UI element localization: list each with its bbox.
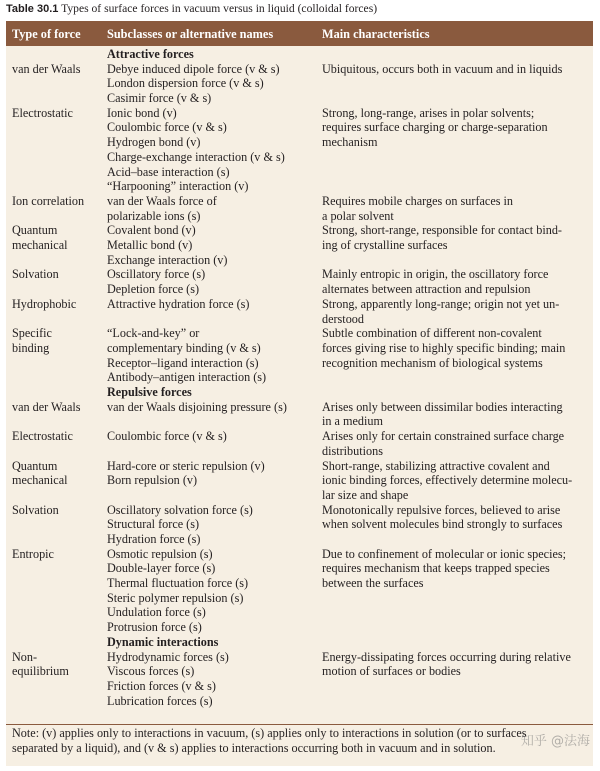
section-title-row [6,635,593,650]
table-row [6,106,593,194]
type-cell [12,267,102,282]
subclass-cell-line: Osmotic repulsion (s) [107,546,213,561]
section-title: Attractive forces [107,47,194,61]
subclass-cell [107,459,317,488]
subclass-cell [107,547,317,635]
subclass-cell-line: polarizable ions (s) [107,208,201,223]
table-note [12,726,587,755]
characteristics-cell [322,429,587,458]
characteristics-cell-line: mechanism [322,135,378,150]
type-cell [12,429,102,444]
table-header [6,21,593,46]
table-row [6,194,593,223]
characteristics-cell-line: lar size and shape [322,487,409,502]
characteristics-cell [322,547,587,591]
subclass-cell-line: Undulation force (s) [107,605,206,620]
section-title-row [6,47,593,62]
type-cell [12,547,102,562]
subclass-cell-line: Covalent bond (v) [107,223,196,238]
characteristics-cell-line: alternates between attraction and repulsion [322,282,531,297]
subclass-cell [107,503,317,547]
subclass-cell-line: Hydration force (s) [107,531,201,546]
subclass-cell-line: Steric polymer repulsion (s) [107,590,244,605]
characteristics-cell-line: Requires mobile charges on surfaces in [322,193,513,208]
subclass-cell-line: Debye induced dipole force (v & s) [107,61,280,76]
subclass-cell [107,194,317,223]
subclass-cell-line: Coulombic force (v & s) [107,120,227,135]
characteristics-cell [322,223,587,252]
characteristics-cell [322,459,587,503]
subclass-cell-line: Born repulsion (v) [107,473,198,488]
type-cell [12,459,102,488]
characteristics-cell-line: Strong, short-range, responsible for contact bind- [322,223,562,238]
subclass-cell-line: Ionic bond (v) [107,105,177,120]
table-row [6,503,593,547]
table-row [6,223,593,267]
table-row [6,400,593,429]
characteristics-cell-line: in a medium [322,414,383,429]
characteristics-cell-line: Energy-dissipating forces occurring during relative [322,649,571,664]
type-cell-line: Ion correlation [12,193,85,208]
subclass-cell [107,400,317,415]
subclass-cell-line: Viscous forces (s) [107,664,195,679]
table-row [6,267,593,296]
characteristics-cell-line: between the surfaces [322,576,424,591]
type-cell-line: Quantum [12,223,58,238]
type-cell [12,503,102,518]
subclass-cell-line: Oscillatory force (s) [107,267,206,282]
section-title: Dynamic interactions [107,634,219,649]
subclass-cell [107,267,317,296]
type-cell [12,400,102,415]
header-subclasses: Subclasses or alternative names [107,27,274,41]
table-row [6,62,593,106]
characteristics-cell-line: Strong, apparently long-range; origin not yet un- [322,296,560,311]
type-cell [12,650,102,679]
subclass-cell [107,106,317,194]
characteristics-cell [322,62,587,77]
characteristics-cell [322,650,587,679]
table-row [6,547,593,635]
characteristics-cell [322,267,587,296]
type-cell-line: Specific [12,326,52,341]
subclass-cell [107,650,317,709]
table-row [6,650,593,709]
subclass-cell-line: Hard-core or steric repulsion (v) [107,458,265,473]
characteristics-cell-line: forces giving rise to highly specific binding; main [322,340,566,355]
characteristics-cell-line: motion of surfaces or bodies [322,664,461,679]
note-line: separated by a liquid), and (v & s) applies to interactions occurring both in vacuum and in solution. [12,740,496,755]
characteristics-cell-line: requires surface charging or charge-separation [322,120,548,135]
characteristics-cell-line: ing of crystalline surfaces [322,238,448,253]
characteristics-cell [322,194,587,223]
characteristics-cell-line: Subtle combination of different non-covalent [322,326,542,341]
subclass-cell-line: Hydrodynamic forces (s) [107,649,229,664]
characteristics-cell-line: Ubiquitous, occurs both in vacuum and in liquids [322,61,563,76]
subclass-cell-line: complementary binding (v & s) [107,340,261,355]
subclass-cell-line: Charge-exchange interaction (v & s) [107,149,285,164]
subclass-cell-line: Exchange interaction (v) [107,252,228,267]
characteristics-cell-line: Due to confinement of molecular or ionic species; [322,546,567,561]
type-cell-line: Quantum [12,458,58,473]
characteristics-cell-line: Arises only between dissimilar bodies interacting [322,399,563,414]
type-cell-line: Solvation [12,502,59,517]
characteristics-cell [322,326,587,370]
subclass-cell-line: Attractive hydration force (s) [107,296,250,311]
subclass-cell-line: Metallic bond (v) [107,238,193,253]
subclass-cell-line: Double-layer force (s) [107,561,216,576]
characteristics-cell-line: ionic binding forces, effectively determine molecu- [322,473,573,488]
subclass-cell-line: van der Waals force of [107,193,217,208]
type-cell-line: van der Waals [12,61,81,76]
table-body [6,47,593,708]
characteristics-cell-line: distributions [322,443,383,458]
subclass-cell-line: Depletion force (s) [107,282,200,297]
type-cell-line: Electrostatic [12,105,73,120]
type-cell-line: Hydrophobic [12,296,77,311]
subclass-cell-line: “Lock-and-key” or [107,326,200,341]
subclass-cell-line: Protrusion force (s) [107,620,202,635]
subclass-cell-line: van der Waals disjoining pressure (s) [107,399,287,414]
characteristics-cell-line: Mainly entropic in origin, the oscillatory force [322,267,549,282]
type-cell-line: Entropic [12,546,54,561]
type-cell [12,297,102,312]
subclass-cell-line: Coulombic force (v & s) [107,429,227,444]
section-title-row [6,385,593,400]
note-line: Note: (v) applies only to interactions in vacuum, (s) applies only to interactions in solution (or to surfaces [12,726,527,740]
type-cell [12,194,102,209]
table-row [6,429,593,458]
watermark: 知乎 @法海 [520,734,590,749]
subclass-cell-line: Receptor–ligand interaction (s) [107,355,259,370]
note-divider [6,724,593,725]
characteristics-cell-line: when solvent molecules bind strongly to surfaces [322,517,563,532]
subclass-cell [107,326,317,385]
subclass-cell [107,62,317,106]
table-caption-text: Types of surface forces in vacuum versus in liquid (colloidal forces) [61,2,378,15]
subclass-cell [107,223,317,267]
subclass-cell-line: Lubrication forces (s) [107,693,213,708]
characteristics-cell-line: derstood [322,311,364,326]
subclass-cell-line: Friction forces (v & s) [107,678,216,693]
subclass-cell-line: Oscillatory solvation force (s) [107,502,253,517]
table-label: Table 30.1 [6,3,59,15]
characteristics-cell-line: Strong, long-range, arises in polar solvents; [322,105,535,120]
subclass-cell-line: Acid–base interaction (s) [107,164,230,179]
table-row [6,326,593,385]
subclass-cell-line: London dispersion force (v & s) [107,76,264,91]
characteristics-cell-line: requires mechanism that keeps trapped species [322,561,550,576]
characteristics-cell-line: recognition mechanism of biological systems [322,355,543,370]
type-cell [12,106,102,121]
type-cell [12,223,102,252]
characteristics-cell [322,400,587,429]
type-cell [12,326,102,355]
type-cell [12,62,102,77]
type-cell-line: Non- [12,649,38,664]
characteristics-cell-line: Arises only for certain constrained surface charge [322,429,565,444]
characteristics-cell [322,106,587,150]
table-panel [6,21,593,766]
subclass-cell-line: Antibody–antigen interaction (s) [107,370,267,385]
section-title: Repulsive forces [107,385,192,400]
characteristics-cell [322,297,587,326]
type-cell-line: mechanical [12,238,68,253]
type-cell-line: binding [12,340,50,355]
characteristics-cell-line: a polar solvent [322,208,394,223]
type-cell-line: mechanical [12,473,68,488]
type-cell-line: Solvation [12,267,59,282]
characteristics-cell-line: Monotonically repulsive forces, believed to arise [322,502,561,517]
subclass-cell-line: Casimir force (v & s) [107,91,212,106]
characteristics-cell-line: Short-range, stabilizing attractive covalent and [322,458,550,473]
subclass-cell [107,297,317,312]
subclass-cell [107,429,317,444]
table-caption [6,2,377,16]
type-cell-line: equilibrium [12,664,69,679]
type-cell-line: Electrostatic [12,429,73,444]
subclass-cell-line: Structural force (s) [107,517,200,532]
table-row [6,459,593,503]
header-main-characteristics: Main characteristics [322,27,430,41]
table-row [6,297,593,326]
characteristics-cell [322,503,587,532]
subclass-cell-line: “Harpooning” interaction (v) [107,179,249,194]
subclass-cell-line: Thermal fluctuation force (s) [107,576,249,591]
type-cell-line: van der Waals [12,399,81,414]
header-type-of-force: Type of force [12,27,81,41]
subclass-cell-line: Hydrogen bond (v) [107,135,201,150]
